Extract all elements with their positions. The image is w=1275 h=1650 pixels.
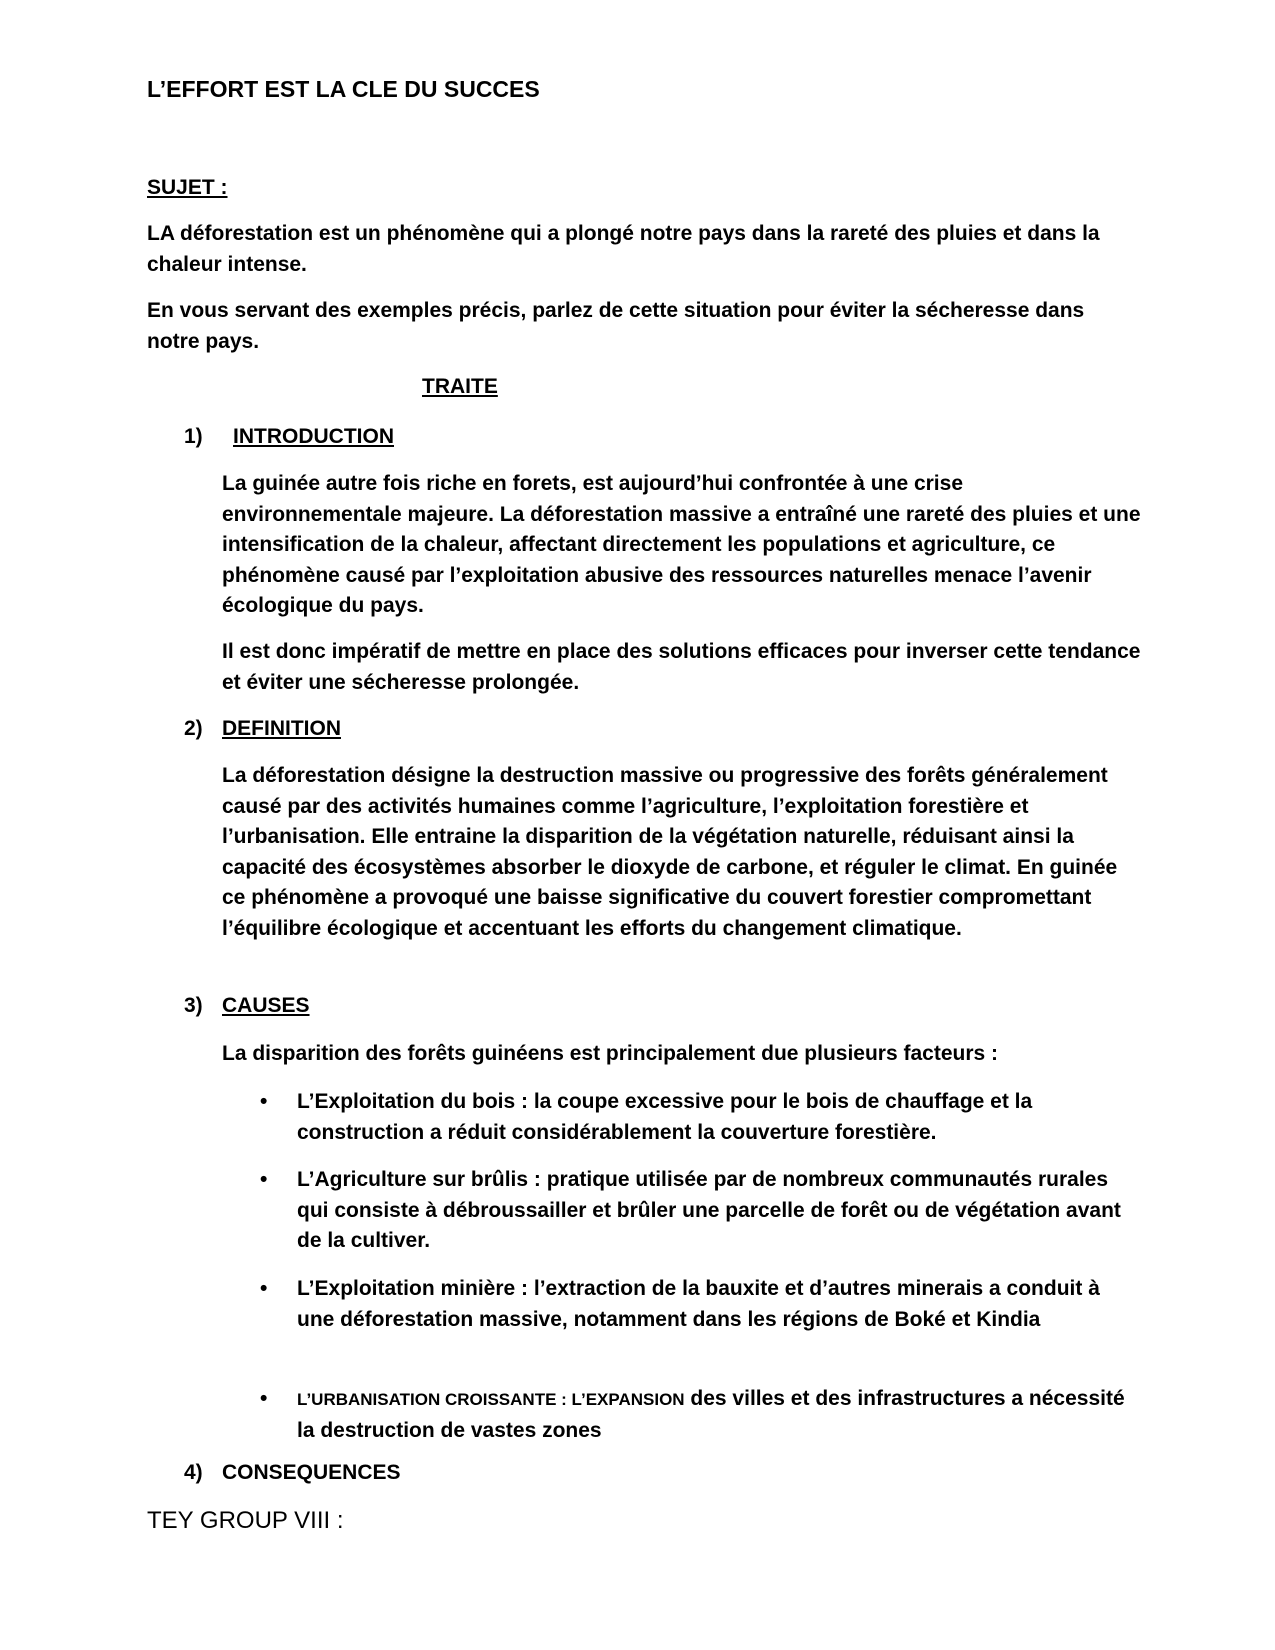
- cause-list-item: L’Agriculture sur brûlis : pratique utilisée par de nombreux communautés rurales qui consiste à débroussailler et brûler une parcelle de forêt ou de végétation avant de la cultiver.: [297, 1168, 1121, 1252]
- bullet-marker: •: [260, 1387, 268, 1410]
- footer-text: TEY GROUP VIII :: [147, 1507, 344, 1534]
- treatment-heading: TRAITE: [422, 375, 498, 398]
- cause-list-item: [297, 1384, 1137, 1446]
- introduction-paragraph: La guinée autre fois riche en forets, est aujourd’hui confrontée à une crise environnementale majeure. La déforestation massive a entraîné une rareté des pluies et une intensification de la chaleur, affectant directement les populations et agriculture, ce phénomène causé par l’exploitation abusive des ressources naturelles menace l’avenir écologique du pays.: [222, 472, 1141, 617]
- cause-item-rest: des villes et des infrastructures a nécessité la destruction de vastes zones: [297, 1387, 1125, 1442]
- section-number: 3): [184, 994, 203, 1017]
- section-title-introduction: INTRODUCTION: [233, 425, 394, 448]
- section-number: 4): [184, 1461, 203, 1484]
- cause-list-item: L’Exploitation du bois : la coupe excessive pour le bois de chauffage et la construction a réduit considérablement la couverture forestière.: [297, 1090, 1033, 1144]
- subject-heading: SUJET :: [147, 176, 228, 199]
- definition-paragraph: La déforestation désigne la destruction massive ou progressive des forêts généralement causé par des activités humaines comme l’agriculture, l’exploitation forestière et l’urbanisation. Elle entraine la disparition de la végétation naturelle, réduisant ainsi la capacité des écosystèmes absorber le dioxyde de carbone, et réguler le climat. En guinée ce phénomène a provoqué une baisse significative du couvert forestier compromettant l’équilibre écologique et accentuant les efforts du changement climatique.: [222, 764, 1118, 940]
- subject-paragraph: LA déforestation est un phénomène qui a plongé notre pays dans la rareté des pluies et dans la chaleur intense.: [147, 222, 1100, 276]
- bullet-marker: •: [260, 1277, 268, 1300]
- subject-paragraph: En vous servant des exemples précis, parlez de cette situation pour éviter la sécheresse dans notre pays.: [147, 299, 1085, 353]
- bullet-marker: •: [260, 1090, 268, 1113]
- document-title: L’EFFORT EST LA CLE DU SUCCES: [147, 76, 540, 102]
- section-title-causes: CAUSES: [222, 994, 310, 1017]
- section-number: 1): [184, 425, 203, 448]
- introduction-paragraph: Il est donc impératif de mettre en place des solutions efficaces pour inverser cette tendance et éviter une sécheresse prolongée.: [222, 640, 1141, 694]
- section-title-definition: DEFINITION: [222, 717, 341, 740]
- cause-list-item: L’Exploitation minière : l’extraction de la bauxite et d’autres minerais a conduit à une déforestation massive, notamment dans les régions de Boké et Kindia: [297, 1277, 1100, 1331]
- cause-item-lead: L’URBANISATION CROISSANTE : L’EXPANSION: [297, 1390, 685, 1409]
- bullet-marker: •: [260, 1168, 268, 1191]
- section-title-consequences: CONSEQUENCES: [222, 1461, 401, 1484]
- section-number: 2): [184, 717, 203, 740]
- causes-intro-paragraph: La disparition des forêts guinéens est principalement due plusieurs facteurs :: [222, 1042, 999, 1065]
